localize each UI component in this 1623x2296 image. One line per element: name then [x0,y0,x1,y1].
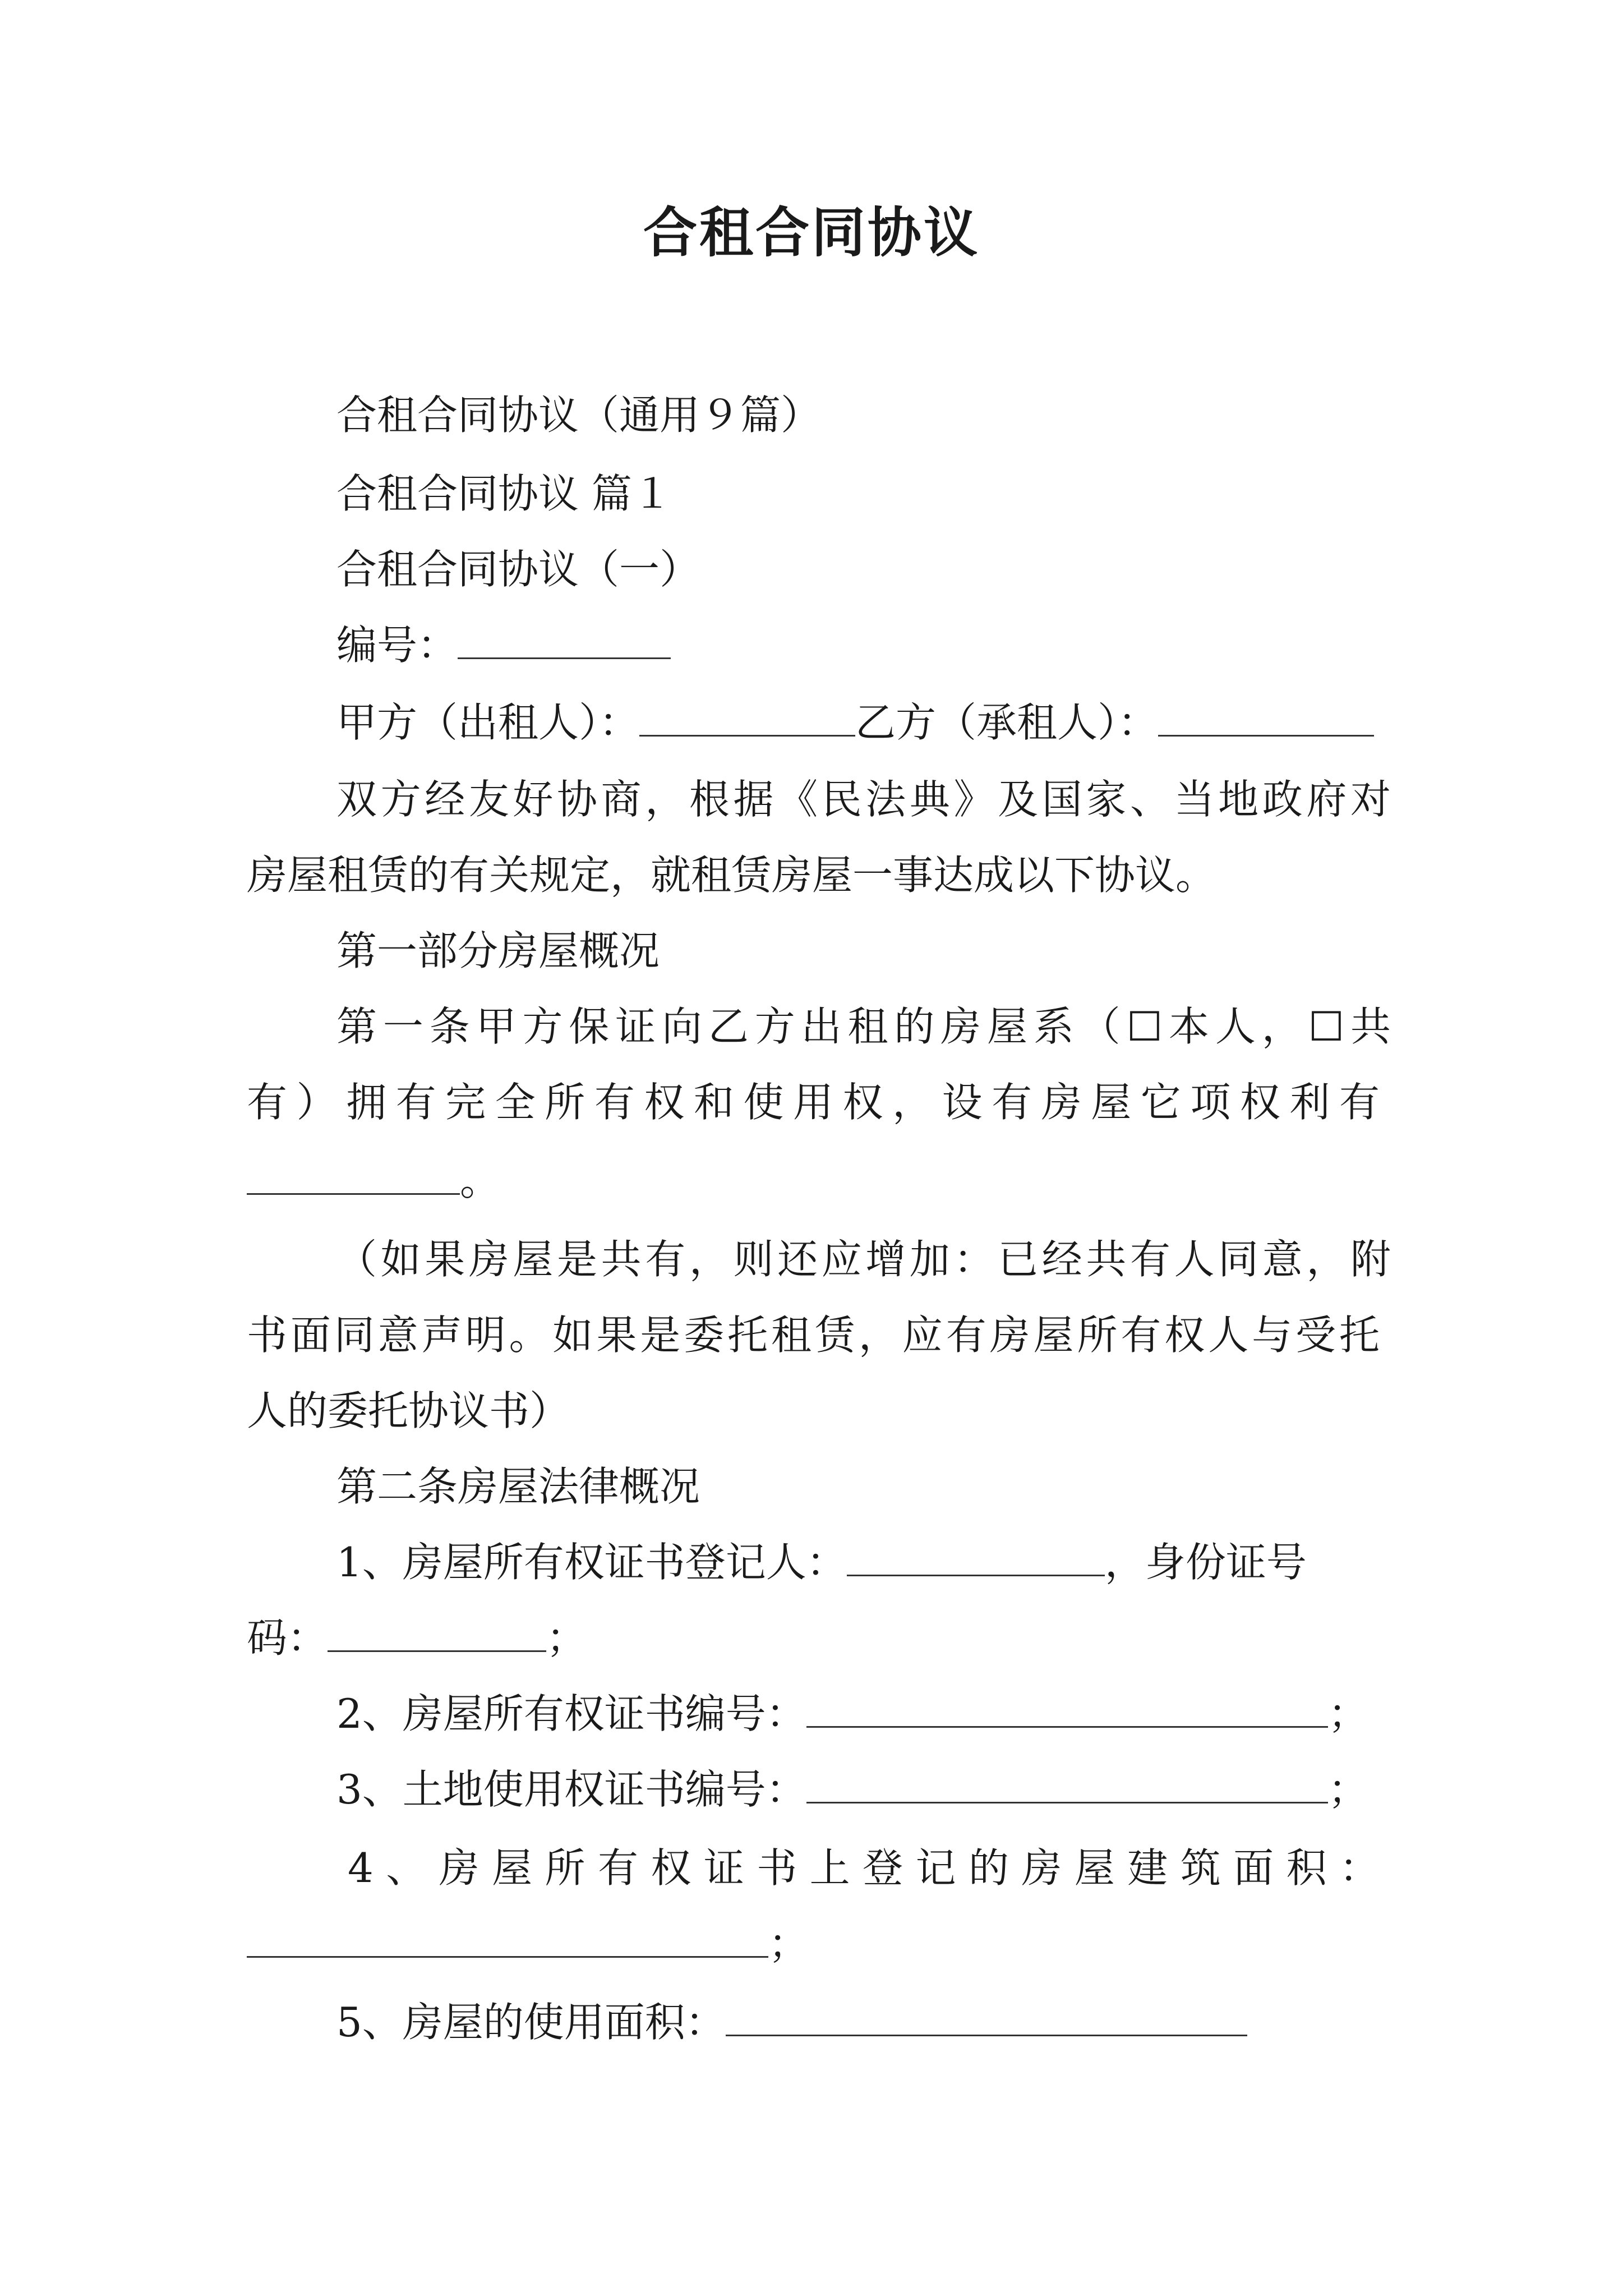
party-a-blank [639,696,855,737]
item-2-label: 2、房屋所有权证书编号： [336,1690,806,1737]
item-3-end: ； [1327,1766,1368,1813]
item-3-line [336,1761,1391,1818]
article-2-heading: 第二条房屋法律概况 [336,1463,700,1510]
item-4-line-1: 4、房屋所有权证书上登记的房屋建筑面积： [348,1844,1380,1892]
item-4-line-2 [247,1916,1380,1972]
item-1-line-1 [336,1534,1391,1590]
note-line-3: 人的委托协议书） [247,1387,570,1434]
item-1-line-2 [247,1610,1380,1666]
document-title: 合租合同协议 [643,201,980,264]
item-1-label: 1、房屋所有权证书登记人： [336,1539,847,1586]
item-2-line [336,1686,1391,1742]
item-5-line [336,1994,1391,2050]
note-line-1: （如果房屋是共有，则还应增加：已经共有人同意，附 [336,1236,1391,1283]
heading-agreement-1: 合租合同协议（一） [336,546,700,593]
id-number-blank [328,1611,546,1652]
article-1-line-1: 第一条甲方保证向乙方出租的房屋系（☐本人，☐共 [336,1003,1391,1050]
intro-paragraph-line-2: 房屋租赁的有关规定，就租赁房屋一事达成以下协议。 [247,852,1216,899]
item-3-label: 3、土地使用权证书编号： [336,1766,806,1813]
section-heading-part-1: 第一部分房屋概况 [336,927,660,974]
contract-number-label: 编号： [336,622,458,669]
registrant-blank [847,1535,1105,1576]
item-1-id-label: ，身份证号 [1104,1539,1307,1586]
article-1-end: 。 [460,1157,501,1204]
party-b-label: 乙方（承租人）： [855,699,1159,746]
item-5-label: 5、房屋的使用面积： [336,1999,726,2046]
other-rights-blank [247,1154,460,1195]
intro-paragraph-line-1: 双方经友好协商，根据《民法典》及国家、当地政府对 [336,776,1391,823]
heading-article-1: 合租合同协议 篇１ [336,470,672,517]
land-cert-number-blank [806,1763,1328,1803]
building-area-blank [247,1917,768,1958]
article-1-line-2: 有）拥有完全所有权和使用权，设有房屋它项权利有 [247,1079,1380,1126]
note-line-2: 书面同意声明。如果是委托租赁，应有房屋所有权人与受托 [247,1312,1380,1359]
party-b-blank [1158,696,1374,737]
contract-number-line [336,617,1391,673]
ownership-cert-number-blank [806,1687,1328,1728]
usable-area-blank [726,1995,1247,2036]
contract-number-blank [458,618,671,659]
party-a-label: 甲方（出租人）： [336,699,640,746]
item-2-end: ； [1327,1690,1368,1737]
id-number-end: ； [546,1614,587,1662]
parties-line [336,694,1391,751]
id-number-label: 码： [247,1614,328,1662]
article-1-line-3 [247,1153,1380,1209]
heading-general: 合租合同协议（通用９篇） [336,392,822,439]
item-4-end: ； [768,1920,809,1967]
